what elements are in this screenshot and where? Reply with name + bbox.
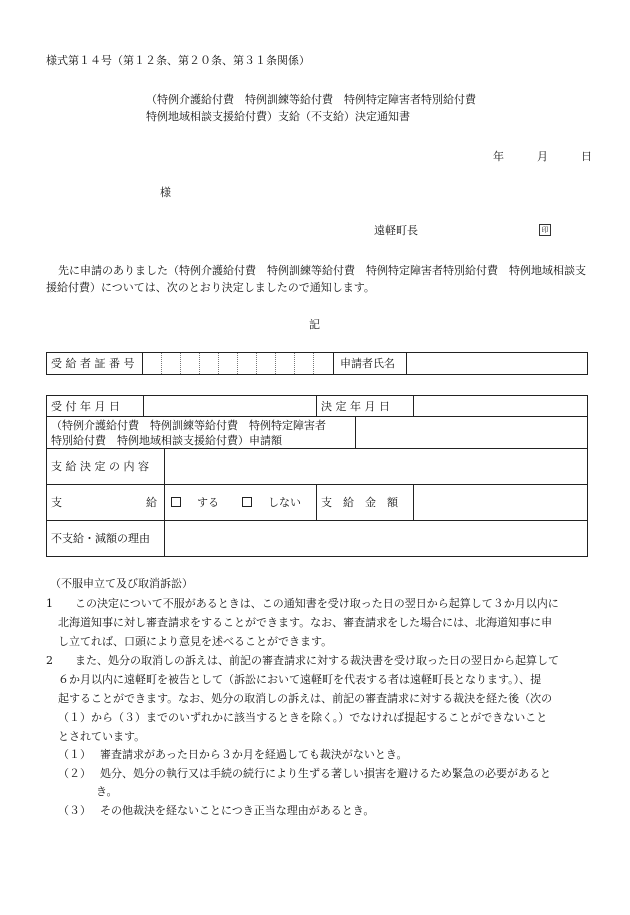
recipient-number-label: 受 給 者 証 番 号 <box>51 357 135 370</box>
date-month: 月 <box>537 150 548 163</box>
option-no[interactable] <box>242 497 301 508</box>
seal-mark: 印 <box>539 224 551 236</box>
payment-amount-label: 支 給 金 額 <box>321 496 398 509</box>
application-amount-label-1: （特例介護給付費 特例訓練等給付費 特例特定障害者 <box>51 419 326 432</box>
application-amount-label-2: 特別給付費 特例地域相談支援給付費）申請額 <box>51 434 282 447</box>
date-year: 年 <box>493 150 504 163</box>
option-no-label: しない <box>268 496 301 509</box>
applicant-name-label: 申請者氏名 <box>340 357 395 370</box>
payment-label-left: 支 <box>51 496 62 509</box>
decision-date-label: 決 定 年 月 日 <box>321 400 390 413</box>
subnote-2-line-1: （２） 処分、処分の執行又は手続の続行により生ずる著しい損害を避けるため緊急の必要があると <box>58 767 551 780</box>
subnote-3: （３） その他裁決を経ないことにつき正当な理由があるとき。 <box>58 804 375 817</box>
receipt-date-label: 受 付 年 月 日 <box>51 400 120 413</box>
date-day: 日 <box>581 150 592 163</box>
checkbox-icon[interactable] <box>242 497 252 507</box>
option-yes[interactable] <box>171 497 219 508</box>
form-code: 様式第１４号（第１２条、第２０条、第３１条関係） <box>46 54 310 67</box>
option-yes-label: する <box>197 496 219 509</box>
note-2-line-2: ６か月以内に遠軽町を被告として（訴訟において遠軽町を代表する者は遠軽町長となります。）、提 <box>58 673 542 686</box>
document-title-line2: 特例地域相談支援給付費）支給（不支給）決定通知書 <box>146 110 410 123</box>
document-title-line1: （特例介護給付費 特例訓練等給付費 特例特定障害者特別給付費 <box>146 93 476 106</box>
note-1-line-3: し立てれば、口頭により意見を述べることができます。 <box>58 635 333 648</box>
payment-label-right: 給 <box>146 496 157 509</box>
subnote-2-line-2: き。 <box>96 785 118 798</box>
subnote-1: （１） 審査請求があった日から３か月を経過しても裁決がないとき。 <box>58 748 408 761</box>
intro-paragraph: 先に申請のありました（特例介護給付費 特例訓練等給付費 特例特定障害者特別給付費 特例地域相談支援給付費）については、次のとおり決定しましたので通知します。 <box>46 264 586 294</box>
note-2-line-3: 起することができます。なお、処分の取消しの訴えは、前記の審査請求に対する裁決を経た後（次の <box>58 692 553 705</box>
note-2-line-5: とされています。 <box>58 730 146 743</box>
ki-heading: 記 <box>309 318 320 331</box>
issue-date <box>493 151 592 162</box>
note-2-line-4: （１）から（３）までのいずれかに該当するときを除く。）でなければ提起することができないこと <box>58 711 548 724</box>
note-1-line-2: 北海道知事に対し審査請求をすることができます。なお、審査請求をした場合には、北海道知事に申 <box>58 616 553 629</box>
notes-heading: （不服申立て及び取消訴訟） <box>50 577 193 590</box>
note-2-line-1: 2 また、処分の取消しの訴えは、前記の審査請求に対する裁決書を受け取った日の翌日から起算して <box>46 654 559 667</box>
checkbox-icon[interactable] <box>171 497 181 507</box>
issuer-name: 遠軽町長 <box>374 224 418 237</box>
note-1-line-1: 1 この決定について不服があるときは、この通知書を受け取った日の翌日から起算して３か月以内に <box>46 597 559 610</box>
reason-label: 不支給・減額の理由 <box>51 532 150 545</box>
addressee-suffix: 様 <box>160 186 171 199</box>
decision-content-label: 支 給 決 定 の 内 容 <box>51 460 149 473</box>
